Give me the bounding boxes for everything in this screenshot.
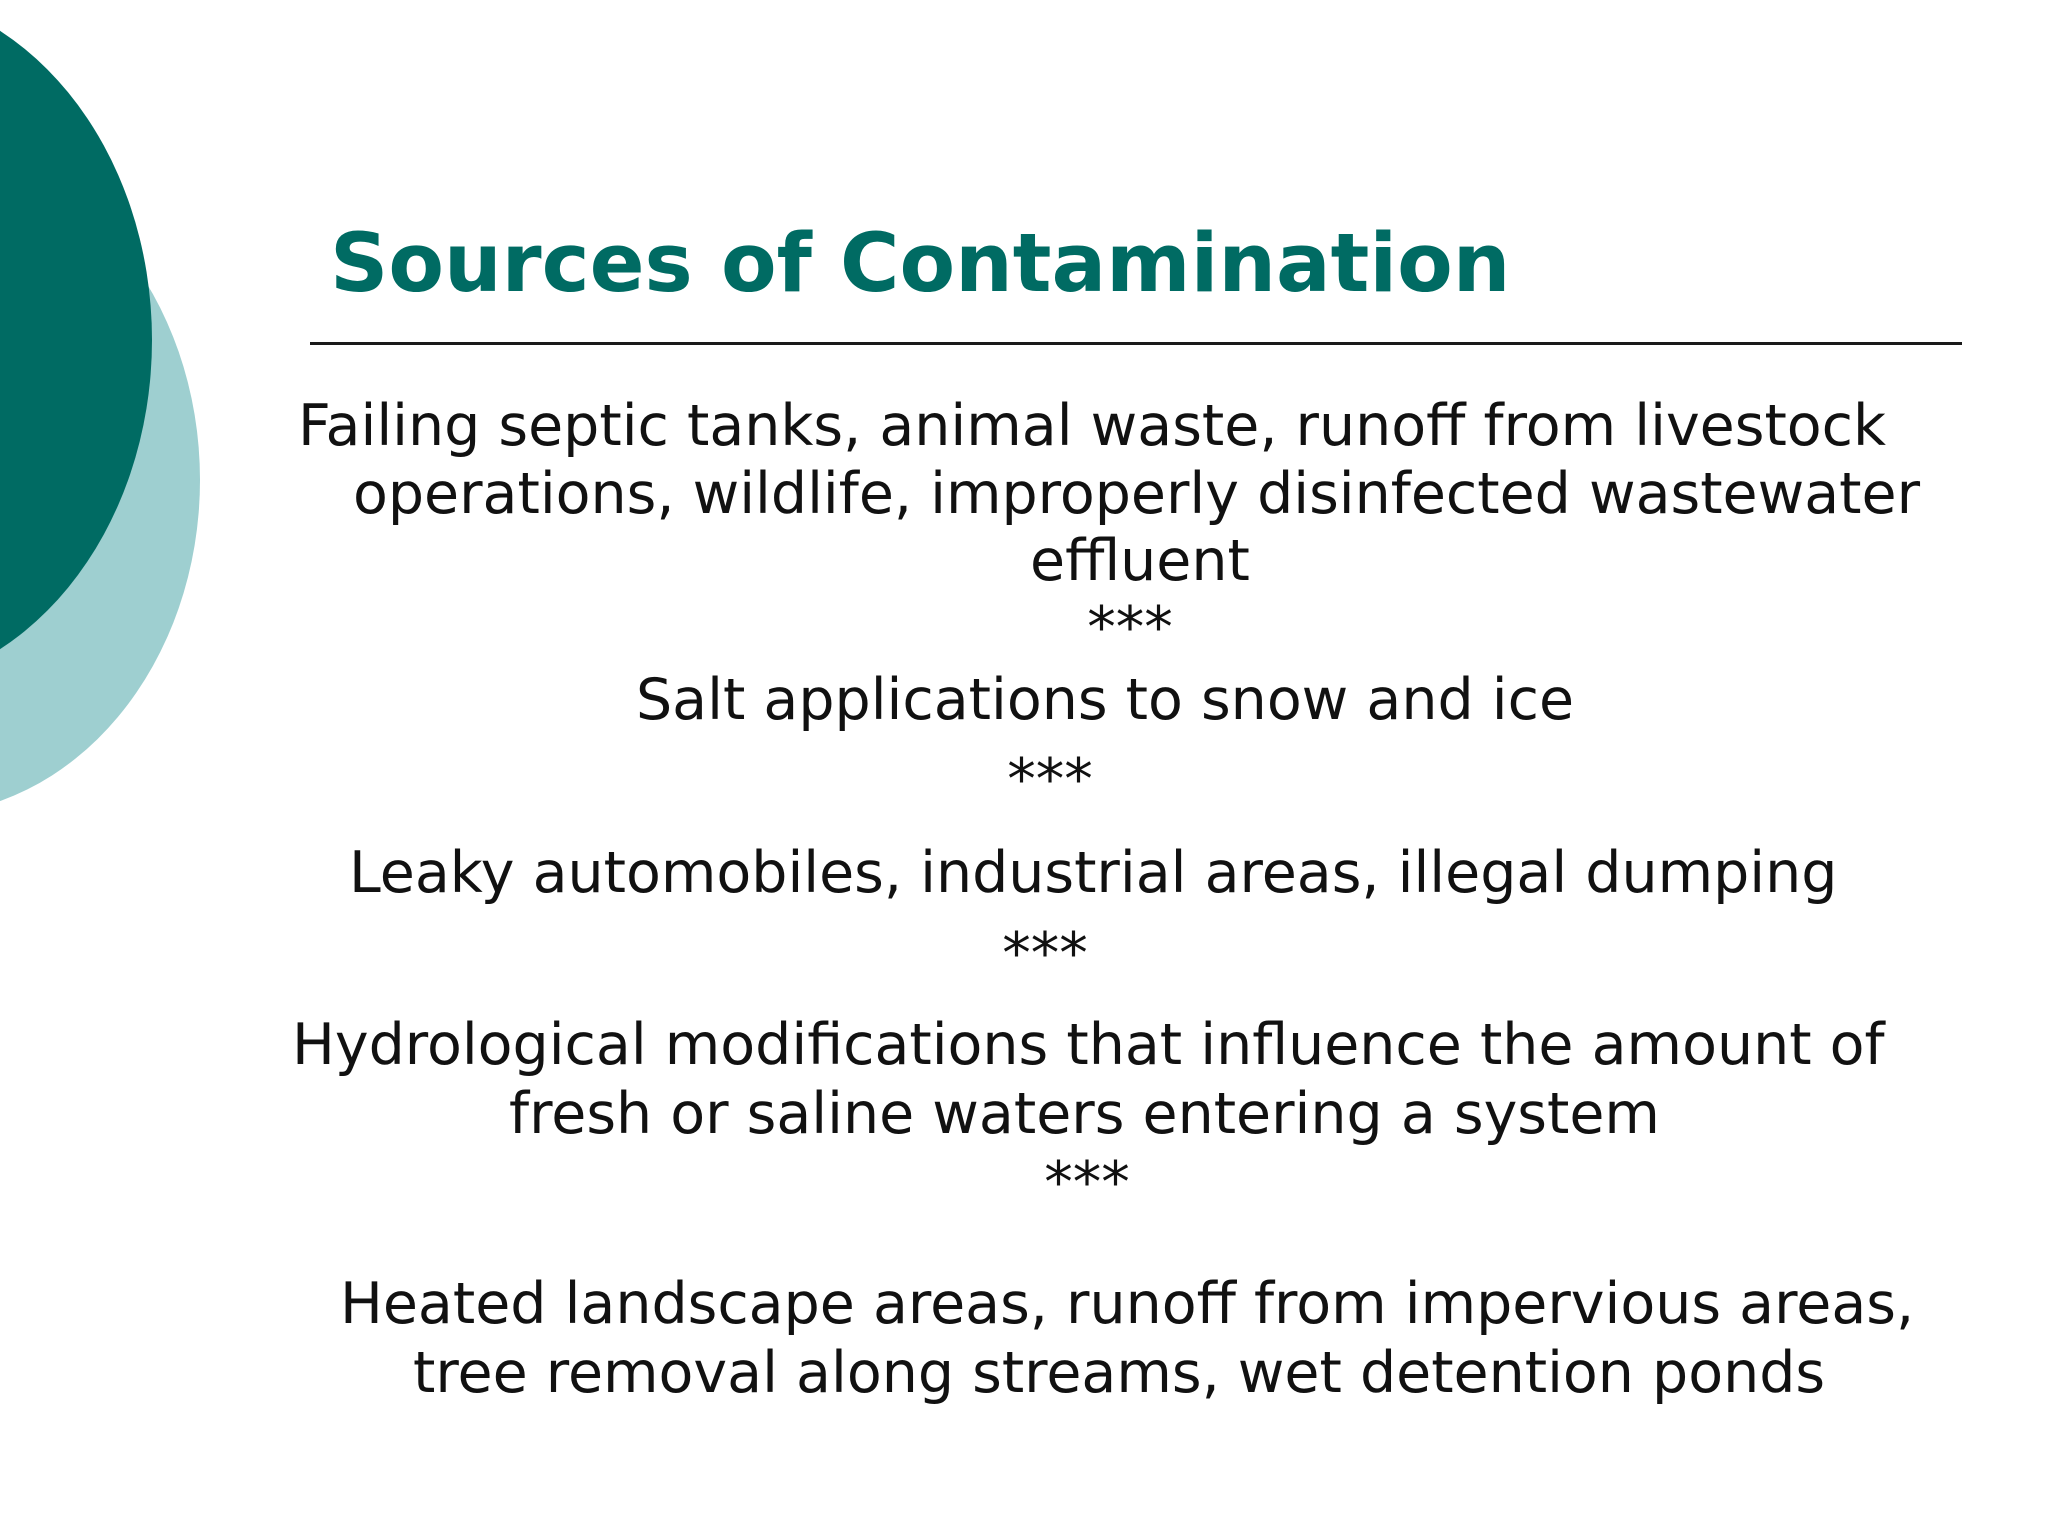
title-divider <box>310 342 1962 345</box>
item-2-line-1: Salt applications to snow and ice <box>636 667 1575 733</box>
item-1-line-1: Failing septic tanks, animal waste, runoff from livestock <box>298 393 1887 459</box>
separator-3: *** <box>1002 921 1088 987</box>
slide-title: Sources of Contamination <box>330 217 1511 311</box>
separator-1: *** <box>1087 595 1173 661</box>
item-5-line-2: tree removal along streams, wet detention ponds <box>413 1340 1826 1406</box>
separator-4: *** <box>1044 1150 1130 1216</box>
item-4-line-1: Hydrological modifications that influence the amount of <box>292 1012 1885 1078</box>
item-1-line-3: effluent <box>1030 528 1250 594</box>
item-3-line-1: Leaky automobiles, industrial areas, illegal dumping <box>349 840 1838 906</box>
separator-2: *** <box>1007 747 1093 813</box>
item-1-line-2: operations, wildlife, improperly disinfected wastewater <box>353 461 1921 527</box>
item-5-line-1: Heated landscape areas, runoff from impervious areas, <box>340 1271 1915 1337</box>
item-4-line-2: fresh or saline waters entering a system <box>509 1081 1660 1147</box>
